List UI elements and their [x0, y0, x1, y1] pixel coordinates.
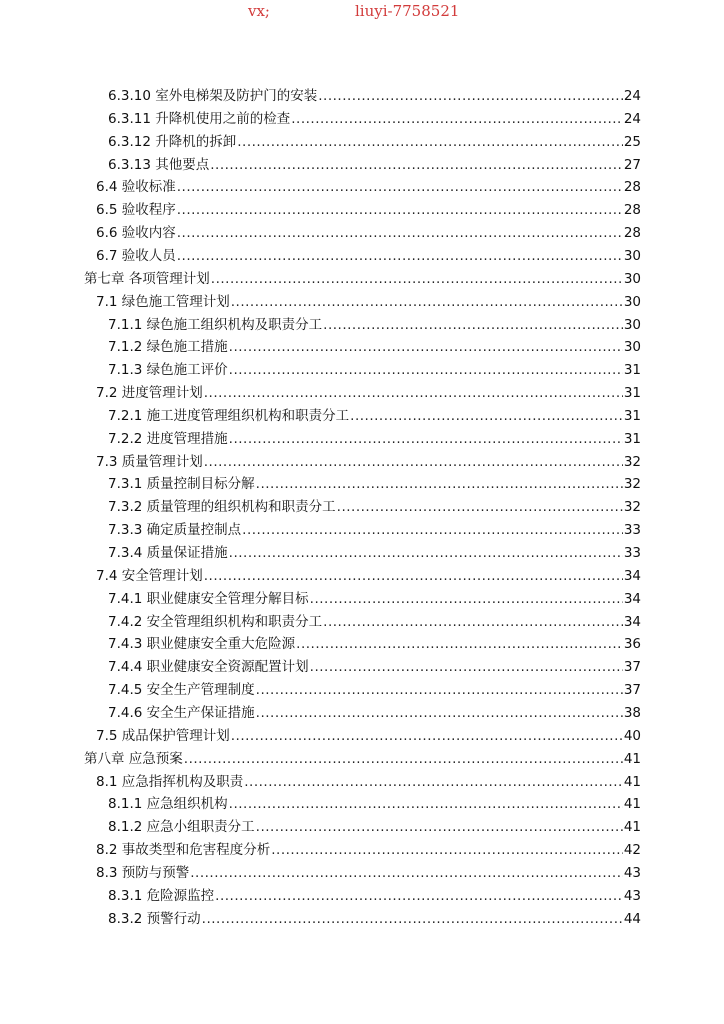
toc-entry[interactable] — [108, 358, 641, 380]
toc-entry-page-number: 37 — [623, 682, 641, 699]
toc-entry-label: 7.2 进度管理计划 — [96, 385, 203, 402]
toc-entry-label: 8.1.2 应急小组职责分工 — [108, 819, 255, 836]
toc-entry[interactable] — [108, 632, 641, 654]
toc-entry-label: 8.2 事故类型和危害程度分析 — [96, 842, 271, 859]
toc-entry-page-number: 24 — [623, 88, 641, 104]
toc-entry-page-number: 24 — [623, 110, 641, 127]
toc-entry-page-number: 43 — [623, 887, 641, 904]
toc-entry[interactable] — [108, 587, 641, 609]
toc-leader-dots — [231, 292, 623, 312]
toc-entry-label: 7.3 质量管理计划 — [96, 453, 203, 470]
toc-entry[interactable] — [96, 564, 641, 586]
toc-entry-label: 6.5 验收程序 — [96, 202, 176, 219]
toc-leader-dots — [296, 634, 623, 654]
toc-entry[interactable] — [108, 130, 641, 152]
toc-entry-page-number: 41 — [623, 819, 641, 836]
toc-entry[interactable] — [108, 335, 641, 357]
toc-entry-label: 8.3.1 危险源监控 — [108, 887, 215, 904]
toc-entry[interactable] — [108, 610, 641, 632]
toc-entry[interactable] — [96, 221, 641, 243]
toc-leader-dots — [323, 315, 623, 335]
toc-entry[interactable] — [96, 838, 641, 860]
toc-entry-page-number: 28 — [623, 202, 641, 219]
toc-entry[interactable] — [96, 724, 641, 746]
toc-entry[interactable] — [96, 381, 641, 403]
toc-entry-page-number: 31 — [623, 385, 641, 402]
toc-leader-dots — [211, 269, 623, 289]
toc-entry-page-number: 30 — [623, 316, 641, 333]
toc-entry-page-number: 32 — [623, 499, 641, 516]
toc-entry-page-number: 34 — [623, 590, 641, 607]
toc-entry[interactable] — [108, 427, 641, 449]
toc-entry-label: 6.7 验收人员 — [96, 247, 176, 264]
toc-entry[interactable] — [108, 495, 641, 517]
toc-entry-page-number: 25 — [623, 133, 641, 150]
toc-entry-page-number: 34 — [623, 567, 641, 584]
toc-entry-label: 7.4.5 安全生产管理制度 — [108, 682, 255, 699]
toc-entry-label: 6.3.10 室外电梯架及防护门的安装 — [108, 88, 318, 104]
toc-leader-dots — [215, 886, 623, 906]
toc-entry-page-number: 28 — [623, 225, 641, 242]
toc-entry-label: 6.3.12 升降机的拆卸 — [108, 133, 237, 150]
toc-entry-page-number: 41 — [623, 796, 641, 813]
toc-leader-dots — [350, 406, 623, 426]
toc-leader-dots — [256, 680, 623, 700]
toc-leader-dots — [177, 246, 623, 266]
toc-entry-page-number: 37 — [623, 659, 641, 676]
toc-entry-page-number: 30 — [623, 339, 641, 356]
toc-entry-page-number: 27 — [623, 156, 641, 173]
toc-entry[interactable] — [108, 84, 641, 106]
toc-entry-page-number: 33 — [623, 545, 641, 561]
toc-entry[interactable] — [96, 450, 641, 472]
toc-entry[interactable] — [96, 290, 641, 312]
toc-entry-label: 7.4.1 职业健康安全管理分解目标 — [108, 590, 309, 607]
toc-leader-dots — [202, 909, 623, 929]
toc-entry-label: 7.3.3 确定质量控制点 — [108, 522, 242, 539]
toc-entry-page-number: 41 — [623, 750, 641, 767]
toc-entry-label: 7.1.1 绿色施工组织机构及职责分工 — [108, 316, 323, 333]
toc-leader-dots — [229, 429, 623, 449]
toc-leader-dots — [229, 337, 623, 357]
toc-entry-label: 7.4.6 安全生产保证措施 — [108, 704, 255, 721]
toc-entry-label: 7.3.1 质量控制目标分解 — [108, 476, 255, 493]
toc-leader-dots — [310, 657, 623, 677]
toc-leader-dots — [256, 817, 623, 837]
toc-entry-label: 7.4.3 职业健康安全重大危险源 — [108, 636, 296, 653]
toc-leader-dots — [229, 794, 623, 814]
toc-entry-page-number: 43 — [623, 864, 641, 881]
toc-entry-page-number: 33 — [623, 522, 641, 539]
toc-entry-label: 6.4 验收标准 — [96, 179, 176, 196]
toc-entry-label: 7.2.1 施工进度管理组织机构和职责分工 — [108, 407, 350, 424]
toc-entry-page-number: 31 — [623, 407, 641, 424]
toc-entry-page-number: 32 — [623, 476, 641, 493]
toc-entry-label: 第七章 各项管理计划 — [84, 270, 210, 287]
toc-entry-label: 8.1 应急指挥机构及职责 — [96, 773, 244, 790]
watermark-text-id: liuyi-7758521 — [355, 2, 460, 20]
toc-leader-dots — [210, 155, 623, 175]
toc-leader-dots — [310, 589, 623, 609]
toc-entry[interactable] — [108, 678, 641, 700]
toc-entry-label: 7.4.4 职业健康安全资源配置计划 — [108, 659, 309, 676]
toc-entry[interactable] — [108, 107, 641, 129]
toc-entry-label: 8.1.1 应急组织机构 — [108, 796, 228, 813]
toc-leader-dots — [337, 497, 623, 517]
toc-entry-label: 7.4 安全管理计划 — [96, 567, 203, 584]
toc-leader-dots — [244, 772, 623, 792]
toc-entry-page-number: 36 — [623, 636, 641, 653]
toc-leader-dots — [256, 474, 623, 494]
toc-leader-dots — [271, 840, 623, 860]
toc-entry[interactable] — [96, 198, 641, 220]
toc-entry-page-number: 40 — [623, 727, 641, 744]
toc-entry-label: 7.5 成品保护管理计划 — [96, 727, 230, 744]
toc-entry[interactable] — [96, 770, 641, 792]
toc-entry-page-number: 30 — [623, 247, 641, 264]
toc-entry[interactable] — [96, 244, 641, 266]
toc-entry[interactable] — [108, 815, 641, 837]
toc-entry-label: 6.6 验收内容 — [96, 225, 176, 242]
toc-entry-label: 7.4.2 安全管理组织机构和职责分工 — [108, 613, 323, 630]
toc-leader-dots — [231, 726, 623, 746]
toc-entry[interactable] — [108, 884, 641, 906]
toc-entry-label: 8.3 预防与预警 — [96, 864, 190, 881]
toc-entry[interactable] — [84, 747, 641, 769]
toc-entry[interactable] — [84, 267, 641, 289]
toc-entry[interactable] — [108, 153, 641, 175]
toc-entry-page-number: 38 — [623, 704, 641, 721]
toc-entry-label: 7.3.2 质量管理的组织机构和职责分工 — [108, 499, 336, 516]
toc-leader-dots — [237, 132, 623, 152]
toc-entry[interactable] — [96, 175, 641, 197]
toc-entry[interactable] — [108, 907, 641, 929]
watermark — [0, 2, 724, 22]
toc-leader-dots — [318, 86, 623, 106]
toc-leader-dots — [204, 452, 623, 472]
toc-entry-label: 第八章 应急预案 — [84, 750, 183, 767]
toc-entry-label: 8.3.2 预警行动 — [108, 910, 201, 927]
toc-entry-label: 7.1 绿色施工管理计划 — [96, 293, 230, 310]
toc-entry-page-number: 28 — [623, 179, 641, 196]
toc-leader-dots — [256, 703, 623, 723]
toc-entry-label: 6.3.11 升降机使用之前的检查 — [108, 110, 291, 127]
toc-leader-dots — [229, 543, 623, 563]
toc-entry-page-number: 30 — [623, 293, 641, 310]
toc-leader-dots — [177, 200, 623, 220]
toc-entry-label: 6.3.13 其他要点 — [108, 156, 210, 173]
toc-leader-dots — [204, 566, 623, 586]
toc-leader-dots — [184, 749, 623, 769]
toc-leader-dots — [177, 223, 623, 243]
toc-entry-page-number: 31 — [623, 430, 641, 447]
toc-entry[interactable] — [108, 313, 641, 335]
toc-entry[interactable] — [108, 404, 641, 426]
toc-leader-dots — [242, 520, 623, 540]
toc-entry-page-number: 30 — [623, 270, 641, 287]
toc-entry-page-number: 32 — [623, 453, 641, 470]
toc-entry[interactable] — [108, 701, 641, 723]
toc-leader-dots — [291, 109, 623, 129]
toc-entry[interactable] — [108, 541, 641, 563]
toc-entry-page-number: 34 — [623, 613, 641, 630]
toc-entry-page-number: 31 — [623, 362, 641, 379]
toc-entry-label: 7.1.2 绿色施工措施 — [108, 339, 228, 356]
toc-entry-page-number: 42 — [623, 842, 641, 859]
toc-entry-label: 7.2.2 进度管理措施 — [108, 430, 228, 447]
toc-entry-label: 7.1.3 绿色施工评价 — [108, 362, 228, 379]
toc-entry-page-number: 44 — [623, 910, 641, 927]
toc-entry[interactable] — [108, 792, 641, 814]
toc-entry[interactable] — [108, 655, 641, 677]
toc-leader-dots — [323, 612, 623, 632]
toc-leader-dots — [204, 383, 623, 403]
toc-entry[interactable] — [108, 472, 641, 494]
toc-entry-page-number: 41 — [623, 773, 641, 790]
toc-leader-dots — [229, 360, 623, 380]
toc-entry-label: 7.3.4 质量保证措施 — [108, 545, 228, 561]
watermark-text-contact: vx; — [248, 2, 270, 20]
toc-leader-dots — [177, 177, 623, 197]
toc-entry[interactable] — [96, 861, 641, 883]
toc-entry[interactable] — [108, 518, 641, 540]
toc-leader-dots — [190, 863, 623, 883]
